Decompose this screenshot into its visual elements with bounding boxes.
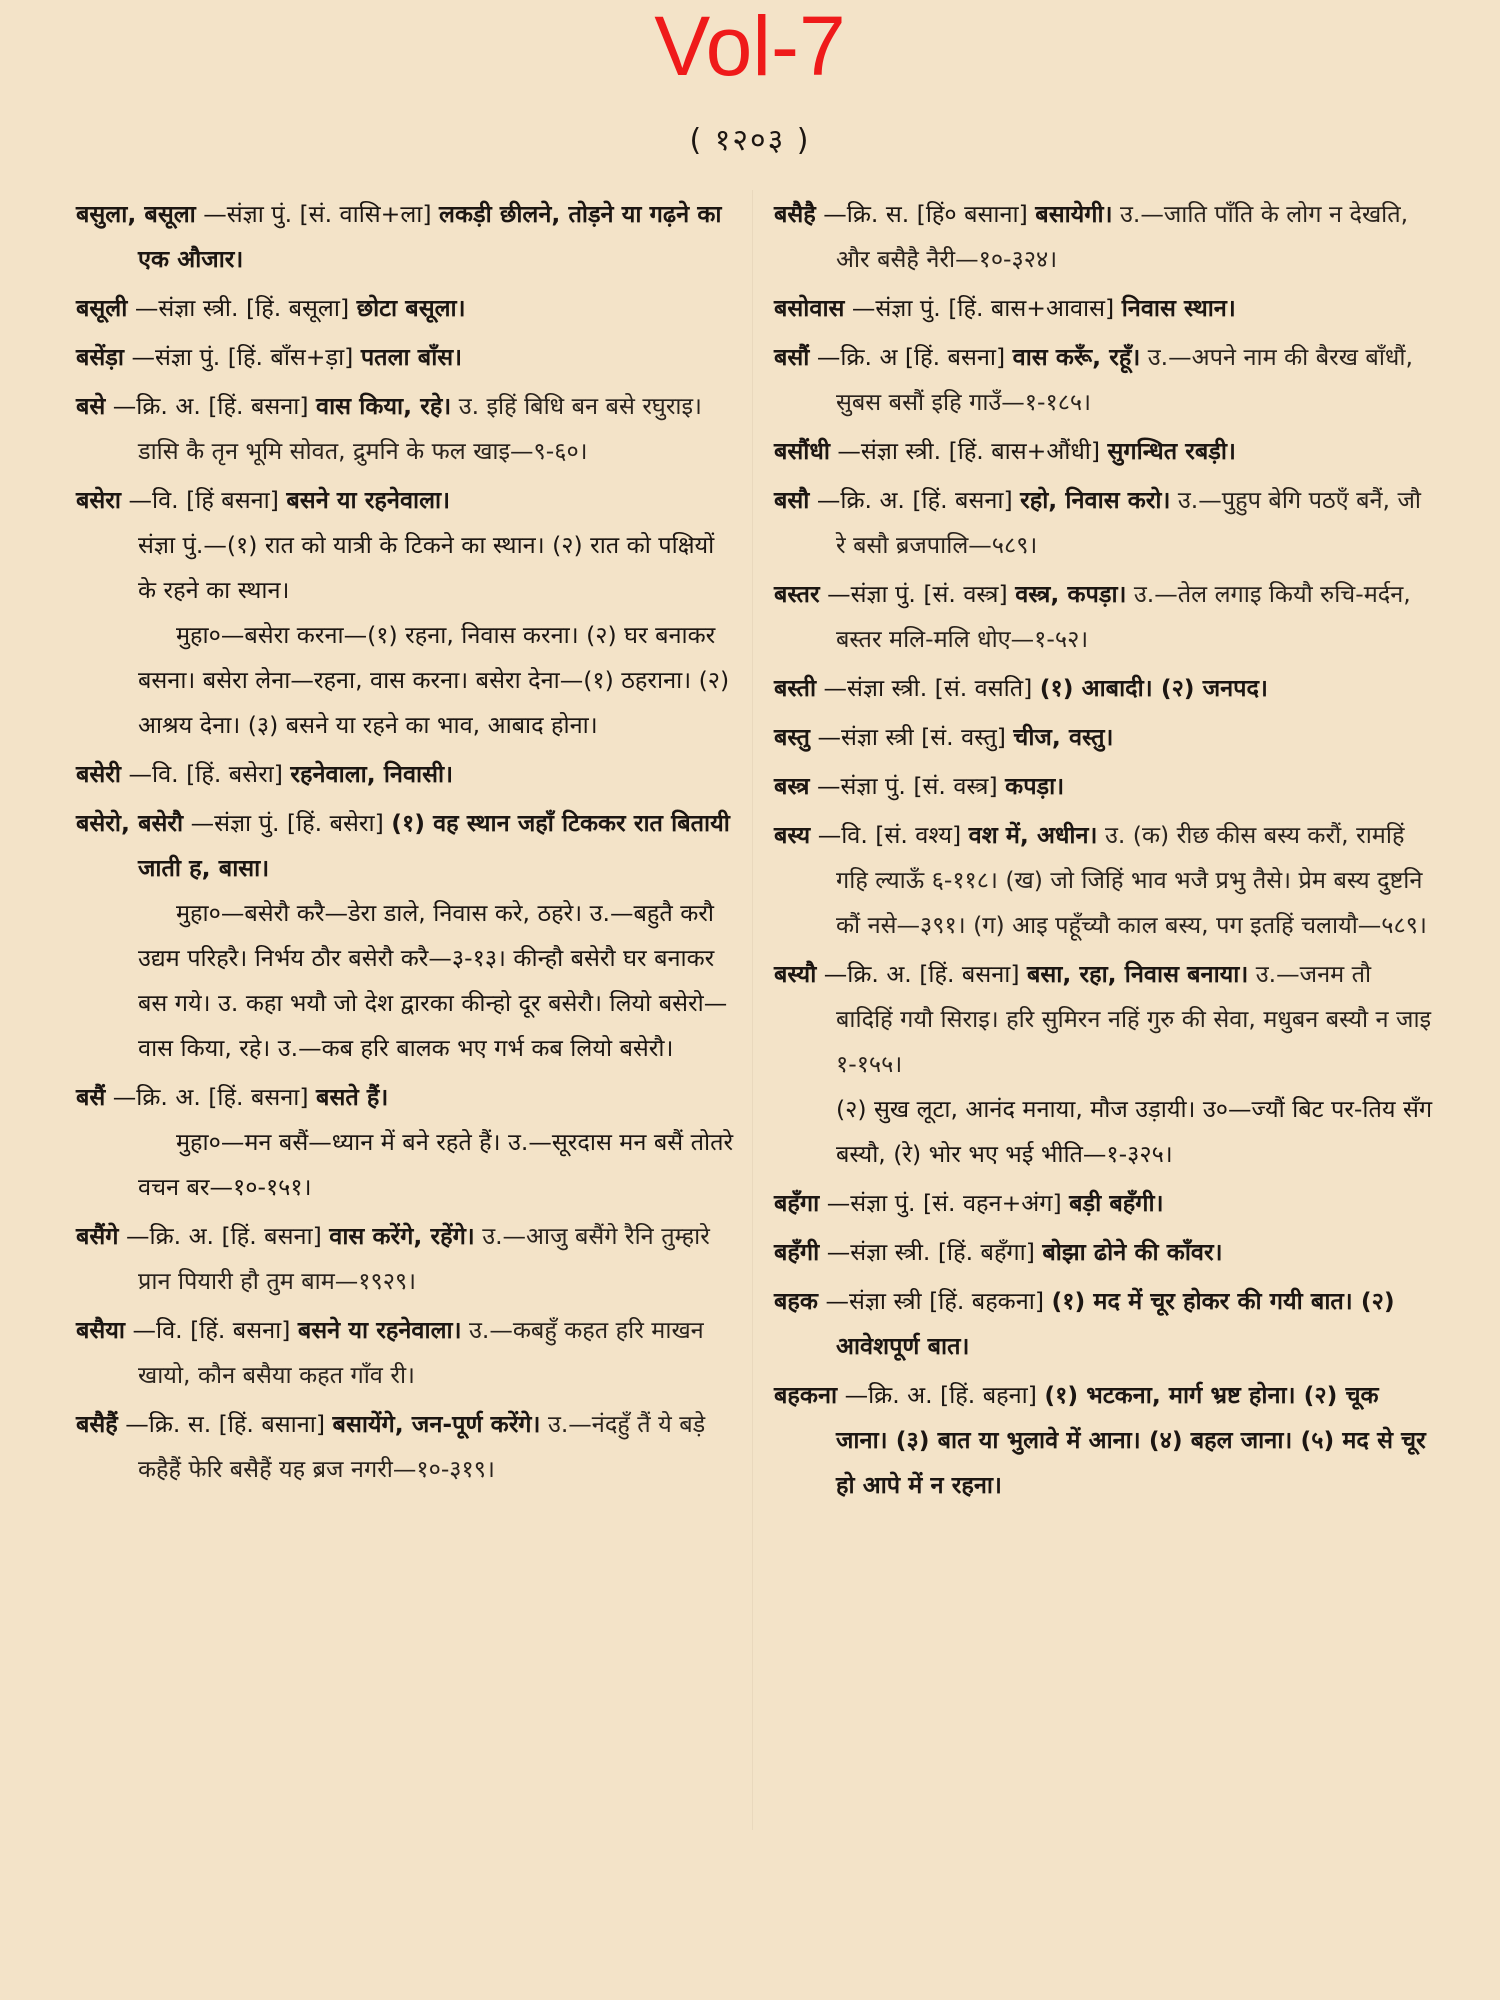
entry-headword: बसौं [774,343,810,371]
volume-label: Vol-7 [654,0,846,93]
entry-idiom: मुहा०—मन बसैं—ध्यान में बने रहते हैं। उ.—सूरदास मन बसैं तोतरे वचन बर—१०-१५१। [138,1128,734,1201]
entry-grammar: —वि. [हिं. बसेरा] [128,760,283,788]
entry-headword: बसेंड़ा [76,343,124,371]
entry-grammar: —संज्ञा पुं. [हिं. बास+आवास] [851,294,1115,322]
entry-grammar: —वि. [हिं. बसना] [132,1316,291,1344]
dictionary-entry [774,335,1434,425]
entry-meaning: (१) आबादी। (२) जनपद। [1039,674,1268,702]
dictionary-entry [774,192,1434,282]
entry-headword: बसैया [76,1316,126,1344]
entry-grammar: —संज्ञा स्त्री. [हिं. बहँगा] [826,1238,1035,1266]
entry-grammar: —क्रि. अ. [हिं. बहना] [844,1381,1037,1409]
entry-idiom: मुहा०—बसेरौ करै—डेरा डाले, निवास करे, ठहरे। उ.—बहुतै करौ उद्यम परिहरै। निर्भय ठौर बसेरौ करै—३-१३। कीन्हौ बसेरौ घर बनाकर बस गये। उ. कहा भयौ जो देश द्वारका कीन्हो दूर बसेरौ। लियो बसेरो—वास किया, रहे। उ.—कब हरि बालक भए गर्भ कब लियो बसेरौ। [138,899,728,1062]
entry-headword: बसेरी [76,760,122,788]
entry-headword: बसैं [76,1083,106,1111]
dictionary-entry [774,666,1434,711]
entry-meaning: सुगन्धित रबड़ी। [1107,437,1236,465]
entry-headword: बस्ती [774,674,817,702]
entry-grammar: —क्रि. अ. [हिं. बसना] [112,1083,309,1111]
entry-grammar: —वि. [हिं बसना] [128,486,279,514]
entry-headword: बसेरो, बसेरौ [76,809,184,837]
dictionary-entry [774,478,1434,568]
entry-meaning: बसा, रहा, निवास बनाया। [1027,960,1249,988]
dictionary-entry [76,1075,736,1120]
page-number: ( १२०३ ) [689,123,811,158]
entry-meaning: बसने या रहनेवाला। [297,1316,462,1344]
entry-grammar: —संज्ञा पुं. [सं. वस्त्र] [827,580,1008,608]
entry-headword: बस्तु [774,723,810,751]
column-gutter [752,190,753,1830]
entry-meaning: वस्त्र, कपड़ा। [1015,580,1127,608]
entry-meaning: रहो, निवास करो। [1020,486,1171,514]
entry-meaning: बसने या रहनेवाला। [286,486,451,514]
entry-grammar: —क्रि. अ. [हिं. बसना] [816,486,1013,514]
entry-meaning: वास करूँ, रहूँ। [1012,343,1141,371]
entry-headword: बसुला, बसूला [76,200,196,228]
dictionary-entry [774,1181,1434,1226]
entry-headword: बहकना [774,1381,838,1409]
entry-example: उ.—तेल लगाइ कियौ रुचि-मर्दन, बस्तर मलि-मलि धोए—१-५२। [836,580,1411,653]
entry-headword: बसैंगे [76,1222,119,1250]
entry-meaning: बसायेगी। [1035,200,1113,228]
dictionary-entry [76,384,736,474]
entry-example: उ.—जाति पाँति के लोग न देखति, और बसैहै नैरी—१०-३२४। [836,200,1409,273]
dictionary-entry [76,286,736,331]
entry-grammar: —क्रि. अ [हिं. बसना] [816,343,1006,371]
entry-meaning: बसायेंगे, जन-पूर्ण करेंगे। [332,1410,541,1438]
dictionary-entry [76,1308,736,1398]
dictionary-entry [774,1279,1434,1369]
entry-meaning: कपड़ा। [1005,772,1065,800]
entry-grammar: —क्रि. अ. [हिं. बसना] [112,392,309,420]
entry-grammar: —संज्ञा पुं. [हिं. बाँस+ड़ा] [131,343,354,371]
entry-headword: बसे [76,392,106,420]
entry-example: उ.—जनम तौ बादिहिं गयौ सिराइ। हरि सुमिरन नहिं गुरु की सेवा, मधुबन बस्यौ न जाइ १-१५५। [836,960,1432,1078]
dictionary-entry [774,286,1434,331]
entry-sense: (२) सुख लूटा, आनंद मनाया, मौज उड़ायी। उ०—ज्यौं बिट पर-तिय सँग बस्यौ, (रे) भोर भए भई भीति—१-३२५। [836,1095,1433,1168]
dictionary-entry [76,801,736,891]
entry-grammar: —क्रि. अ. [हिं. बसना] [126,1222,322,1250]
entry-meaning: पतला बाँस। [360,343,463,371]
entry-meaning: बोझा ढोने की काँवर। [1042,1238,1223,1266]
entry-headword: बसैहै [774,200,816,228]
entry-headword: बसैहैं [76,1410,118,1438]
entry-grammar: —क्रि. स. [हिं० बसाना] [823,200,1028,228]
entry-meaning: (१) वह स्थान जहाँ टिककर रात बितायी जाती ह, बासा। [138,809,730,882]
entry-meaning: चीज, वस्तु। [1013,723,1114,751]
entry-meaning: बसते हैं। [316,1083,389,1111]
entry-headword: बहँगी [774,1238,820,1266]
dictionary-entry [76,478,736,523]
entry-grammar: —संज्ञा पुं. [सं. वस्त्र] [817,772,998,800]
entry-meaning: रहनेवाला, निवासी। [290,760,453,788]
entry-grammar: —संज्ञा स्त्री [हिं. बहकना] [825,1287,1045,1315]
entry-grammar: —वि. [सं. वश्य] [817,821,962,849]
dictionary-entry [76,1402,736,1492]
entry-grammar: —संज्ञा स्त्री. [हिं. बसूला] [134,294,350,322]
dictionary-entry [774,764,1434,809]
entry-headword: बस्त्र [774,772,810,800]
entry-grammar: —संज्ञा पुं. [सं. वहन+अंग] [826,1189,1062,1217]
entry-example: उ.—नंदहुँ तैं ये बड़े कहैहैं फेरि बसैहैं यह ब्रज नगरी—१०-३१९। [138,1410,706,1483]
entry-headword: बहँगा [774,1189,820,1217]
entry-example: उ.—आजु बसैंगे रैनि तुम्हारे प्रान पियारी हौ तुम बाम—१९२९। [138,1222,710,1295]
entry-meaning: लकड़ी छीलने, तोड़ने या गढ़ने का एक औजार। [138,200,722,273]
entry-headword: बसूली [76,294,128,322]
entry-grammar: —संज्ञा स्त्री [सं. वस्तु] [817,723,1006,751]
entry-idiom: मुहा०—बसेरा करना—(१) रहना, निवास करना। (२) घर बनाकर बसना। बसेरा लेना—रहना, वास करना। बसेरा देना—(१) ठहराना। (२) आश्रय देना। (३) बसने या रहने का भाव, आबाद होना। [138,621,730,739]
dictionary-entry [76,335,736,380]
entry-meaning: वास करेंगे, रहेंगे। [329,1222,475,1250]
dictionary-entry [774,429,1434,474]
entry-headword: बस्य [774,821,811,849]
entry-example: उ. (क) रीछ कीस बस्य करौं, रामहिं गहि ल्याऊँ ६-११८। (ख) जो जिहिं भाव भजै प्रभु तैसे। प्रेम बस्य दुष्टनि कौं नसे—३९१। (ग) आइ पहूँच्यौ काल बस्य, पग इतहिं चलायौ—५८९। [836,821,1427,939]
dictionary-entry [774,813,1434,948]
entry-example: उ.—पुहुप बेगि पठएँ बनैं, जौ रे बसौ ब्रजपालि—५८९। [836,486,1421,559]
dictionary-entry [774,952,1434,1087]
entry-meaning: वश में, अधीन। [968,821,1098,849]
entry-headword: बस्तर [774,580,820,608]
entry-meaning: वास किया, रहे। [316,392,452,420]
entry-grammar: —संज्ञा स्त्री. [हिं. बास+औंधी] [837,437,1101,465]
entry-headword: बसोवास [774,294,845,322]
entry-grammar: —संज्ञा स्त्री. [सं. वसति] [823,674,1033,702]
entry-meaning: निवास स्थान। [1121,294,1236,322]
dictionary-entry [774,715,1434,760]
dictionary-entry [76,1214,736,1304]
entry-grammar: —संज्ञा पुं. [हिं. बसेरा] [190,809,384,837]
entry-headword: बसौ [774,486,810,514]
dictionary-entry [76,192,736,282]
entry-example: उ.—अपने नाम की बैरख बाँधौं, सुबस बसौं इहि गाउँ—१-१८५। [836,343,1413,416]
entry-headword: बस्यौ [774,960,817,988]
entry-example: उ. इहिं बिधि बन बसे रघुराइ। डासि कै तृन भूमि सोवत, द्रुमनि के फल खाइ—९-६०। [138,392,702,465]
entry-meaning: (१) भटकना, मार्ग भ्रष्ट होना। (२) चूक जाना। (३) बात या भुलावे में आना। (४) बहल जाना। (५) मद से चूर हो आपे में न रहना। [836,1381,1426,1499]
entry-grammar: —क्रि. स. [हिं. बसाना] [125,1410,326,1438]
entry-headword: बहक [774,1287,818,1315]
dictionary-entry [76,752,736,797]
entry-example: उ.—कबहुँ कहत हरि माखन खायो, कौन बसैया कहत गाँव री। [138,1316,704,1389]
dictionary-entry [774,1373,1434,1508]
entry-meaning: बड़ी बहँगी। [1069,1189,1164,1217]
entry-sense: संज्ञा पुं.—(१) रात को यात्री के टिकने का स्थान। (२) रात को पक्षियों के रहने का स्थान। [138,531,715,604]
left-column [76,192,736,1492]
entry-grammar: —संज्ञा पुं. [सं. वासि+ला] [203,200,432,228]
entry-meaning: छोटा बसूला। [356,294,466,322]
right-column [774,192,1434,1508]
entry-headword: बसेरा [76,486,122,514]
entry-headword: बसौंधी [774,437,830,465]
entry-grammar: —क्रि. अ. [हिं. बसना] [823,960,1020,988]
dictionary-entry [774,572,1434,662]
dictionary-entry [774,1230,1434,1275]
entry-meaning: (१) मद में चूर होकर की गयी बात। (२) आवेशपूर्ण बात। [836,1287,1395,1360]
